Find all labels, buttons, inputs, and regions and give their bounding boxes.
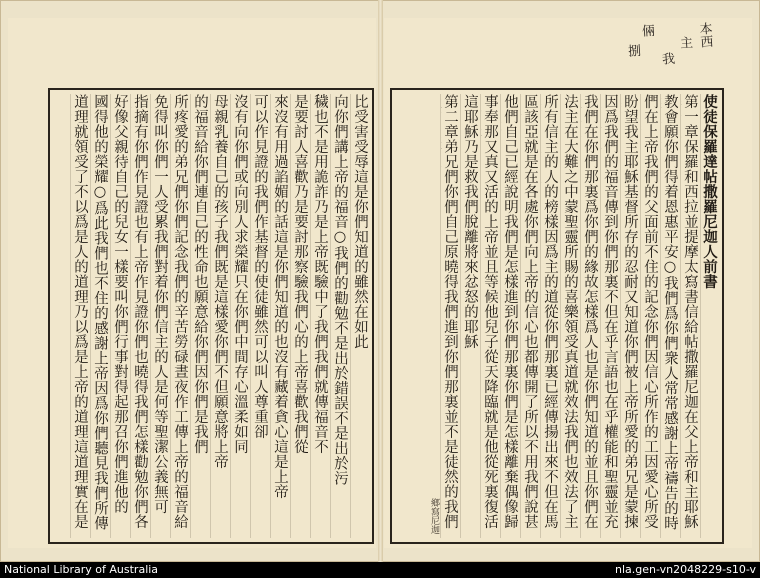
margin-note-text: 我	[658, 51, 675, 66]
left-text-column: 指摘有你們作見證也有上帝作見證你們也曉得我們怎樣勸勉你們各	[130, 94, 148, 538]
left-text-column: 可以作見證的我們作基督的使徒雖然可以叫人尊重卻	[250, 94, 268, 538]
right-text-column: 所有信主的人的榜樣因爲主的道從你們那裏已經傳揚出來不但在馬	[540, 94, 558, 538]
left-text-column: 母親乳養自己的孩子我們既是這樣愛你們不但願意將上帝	[210, 94, 228, 538]
right-text-column: 事奉那又真又活的上帝並且等候他兒子從天降臨就是他從死裏復活	[480, 94, 498, 538]
right-text-column: 們在上帝我們的父面前不住的記念你們因信心所作的工因愛心所受	[640, 94, 658, 538]
right-page-frame	[390, 88, 724, 544]
left-page	[8, 18, 376, 548]
right-text-column: 法主在大難之中蒙聖靈所賜的喜樂領受真道就效法我們也效法了主	[560, 94, 578, 538]
right-page	[384, 18, 752, 548]
gutter-fold	[378, 0, 383, 562]
right-text-column: 他們自己已經說明我們是怎樣進到你們那裏你們是怎樣離棄偶像歸	[500, 94, 518, 538]
left-page-frame	[48, 88, 374, 544]
left-text-column: 好像父親待自己的兒女一樣要叫你們行事對得起那召你們進他的	[110, 94, 128, 538]
left-text-column: 的福音給你們連自己的性命也願意給你們因你們是我們	[190, 94, 208, 538]
right-page-columns	[396, 94, 718, 538]
right-text-column: 使徒保羅達帖撒羅尼迦人前書	[700, 94, 718, 538]
right-text-column: 我們在你們那裏爲你們的緣故怎樣爲人也是你們知道的並且你們在	[580, 94, 598, 538]
left-text-column: 比受害受辱這是你們知道的雖然在如此	[350, 94, 368, 538]
right-text-column: 第一章保羅和西拉並提摩太寫書信給帖撒羅尼迦在父上帝和主耶穌	[680, 94, 698, 538]
footer-bar	[0, 562, 760, 578]
right-text-column: 這耶穌乃是救我們脫離將來忿怒的耶穌	[460, 94, 478, 538]
left-text-column: 所疼愛的弟兄們你們記念我們的辛苦勞碌晝夜作工傳上帝的福音給	[170, 94, 188, 538]
handwritten-margin-note	[624, 21, 716, 92]
left-text-column: 道理就領受了不以爲是人的道理乃以爲是上帝的道理這道理實在是	[70, 94, 88, 538]
margin-note-text: 主	[676, 35, 693, 50]
left-text-column: 來沒有用過諂媚的話這是你們知道的也沒有藏着貪心這是上帝	[270, 94, 288, 538]
left-text-column: 向你們講上帝的福音○我們的勸勉不是出於錯誤不是出於污	[330, 94, 348, 538]
margin-note-text: 捌	[624, 43, 641, 58]
footer-library-name: National Library of Australia	[4, 563, 159, 576]
left-text-column: 沒有向你們或向別人求榮耀只在你們中間存心溫柔如同	[230, 94, 248, 538]
left-text-column: 國得他的榮耀○爲此我們也不住的感謝上帝因爲你們聽見我們所傳	[90, 94, 108, 538]
left-text-column: 免得叫你們一人受累我們對着你們信主的人是何等聖潔公義無可	[150, 94, 168, 538]
left-page-columns	[54, 94, 368, 538]
right-text-column: 區該亞就是在各處你們向上帝的信心也都傳開了所以不用我們說甚	[520, 94, 538, 538]
right-text-column: 盼望我主耶穌基督所存的忍耐又知道你們被上帝所愛的弟兄是蒙揀	[620, 94, 638, 538]
margin-note-text: 倆	[638, 23, 655, 38]
left-text-column: 穢也不是用詭詐乃是上帝既驗中了我們我們就傳福音不	[310, 94, 328, 538]
margin-note-text: 本西	[696, 21, 713, 49]
right-text-column: 第二章弟兄們你們自己原曉得我們進到你們那裏並不是徒然的我們	[440, 94, 458, 538]
right-text-column: 教會願你們得着恩惠平安○我們爲你們衆人常常感謝上帝禱告的時	[660, 94, 678, 538]
small-annotation: 鄉寫尼迦	[429, 498, 439, 534]
left-text-column: 是要討人喜歡乃是要討那察驗我們心的上帝喜歡我們從	[290, 94, 308, 538]
right-text-column: 因爲我們的福音傳到你們那裏不但在乎言語也在乎權能和聖靈並充	[600, 94, 618, 538]
footer-identifier: nla.gen-vn2048229-s10-v	[614, 563, 756, 576]
